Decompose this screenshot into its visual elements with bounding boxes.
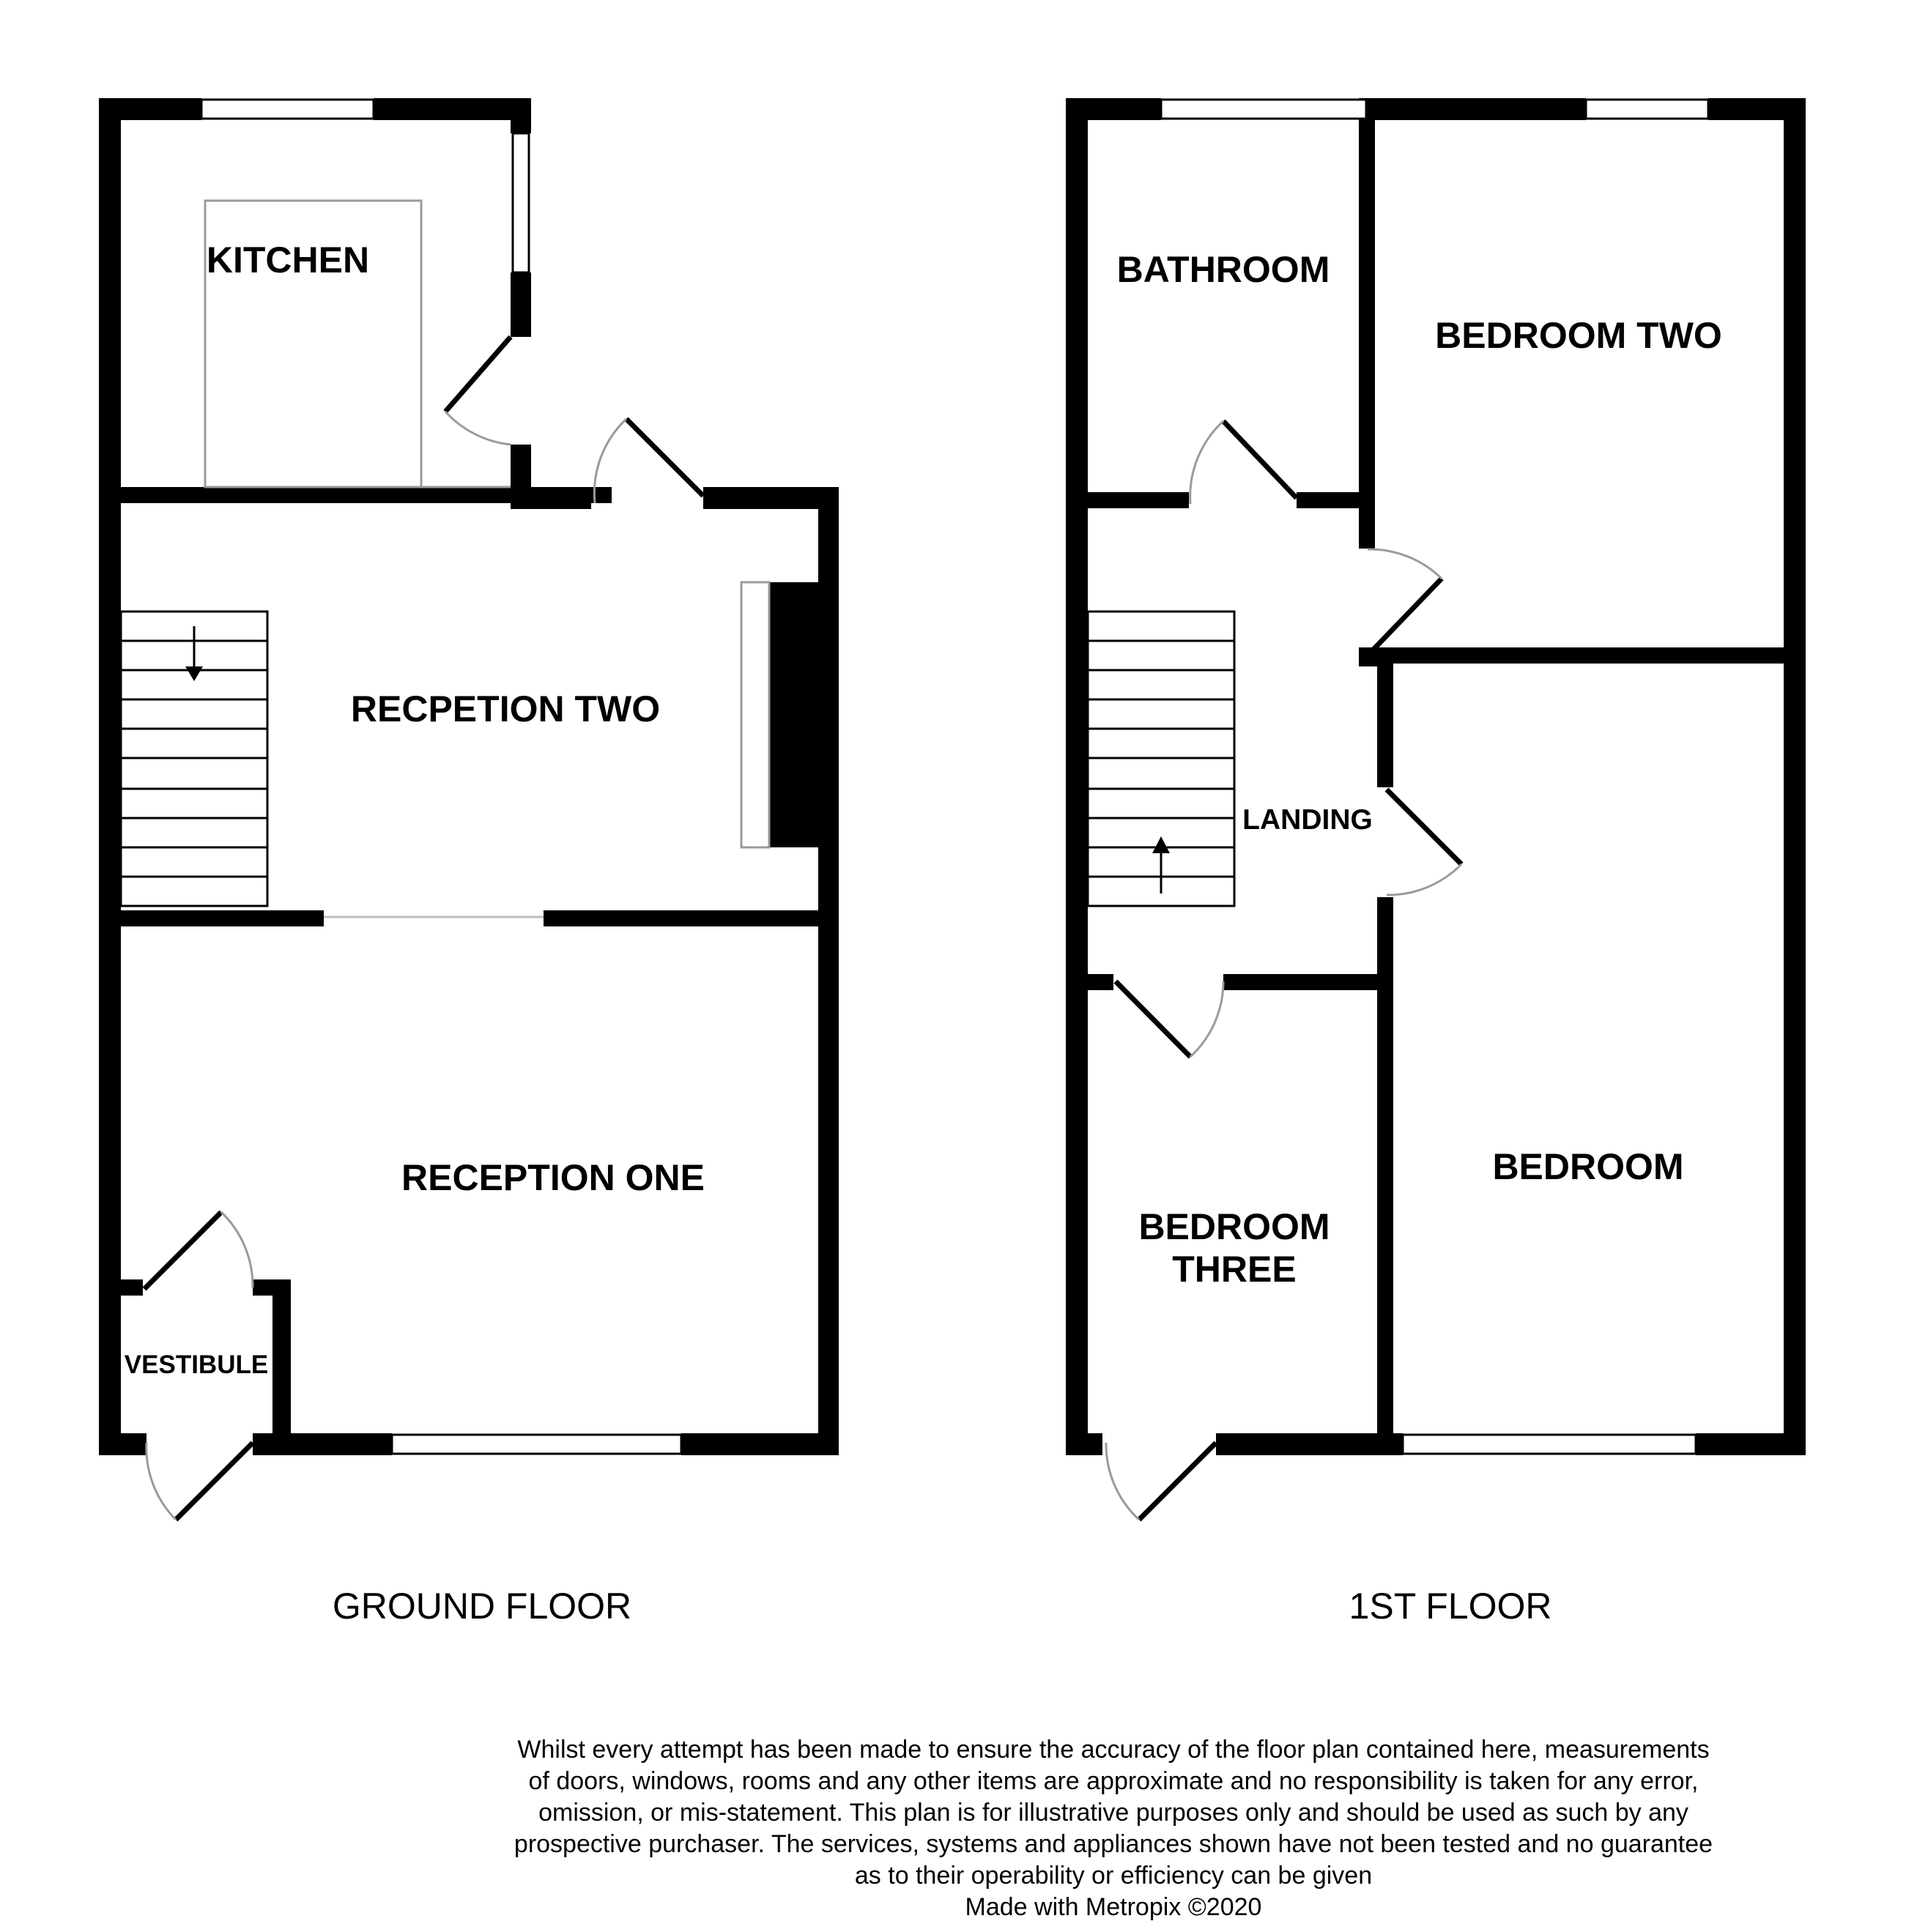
disclaimer-text — [410, 1734, 1817, 1923]
bathroom-label: BATHROOM — [1116, 249, 1330, 290]
bedroom-three-label-line2: THREE — [1172, 1249, 1297, 1290]
hearth — [741, 582, 769, 847]
bedroom-two-label: BEDROOM TWO — [1435, 315, 1722, 356]
bedroom-three-lower-door — [1106, 1443, 1216, 1520]
ground-floor-plan — [99, 98, 839, 1627]
reception-two-label: RECPETION TWO — [350, 688, 661, 729]
bedroom-three-door — [1116, 981, 1223, 1057]
first-floor-plan — [1066, 98, 1806, 1627]
disclaimer-line: omission, or mis-statement. This plan is for illustrative purposes only and should be used as such by any — [538, 1799, 1688, 1827]
ground-floor-label: GROUND FLOOR — [332, 1586, 632, 1627]
front-door — [147, 1443, 253, 1520]
disclaimer-line: as to their operability or efficiency can be given — [854, 1862, 1373, 1890]
vestibule-label: VESTIBULE — [124, 1350, 269, 1379]
disclaimer-line: of doors, windows, rooms and any other items are approximate and no responsibility is taken for any error, — [528, 1767, 1699, 1795]
kitchen-walls — [99, 98, 612, 1454]
bedroom-label: BEDROOM — [1492, 1146, 1684, 1187]
kitchen-label: KITCHEN — [206, 239, 370, 280]
landing-label: LANDING — [1242, 804, 1373, 836]
bathroom-door — [1190, 421, 1297, 504]
stair-down-arrow-icon — [185, 626, 203, 681]
bedroom-door — [1387, 789, 1461, 895]
metropix-credit: Made with Metropix ©2020 — [965, 1893, 1262, 1921]
disclaimer-line: prospective purchaser. The services, systems and appliances shown have not been tested and no guarantee — [513, 1830, 1713, 1858]
vestibule-inner-door — [144, 1212, 253, 1289]
first-floor-label: 1ST FLOOR — [1349, 1586, 1552, 1627]
bedroom-two-door — [1368, 549, 1442, 655]
kitchen-side-door — [445, 337, 511, 445]
bedroom-three-label-line1: BEDROOM — [1138, 1206, 1330, 1247]
stair-up-arrow-icon — [1152, 836, 1170, 893]
reception-two-walls — [99, 487, 839, 1454]
disclaimer-line: Whilst every attempt has been made to ensure the accuracy of the floor plan contained here, measurements — [517, 1736, 1710, 1764]
reception-one-label: RECEPTION ONE — [401, 1157, 705, 1198]
reception-one-window — [392, 1435, 681, 1454]
